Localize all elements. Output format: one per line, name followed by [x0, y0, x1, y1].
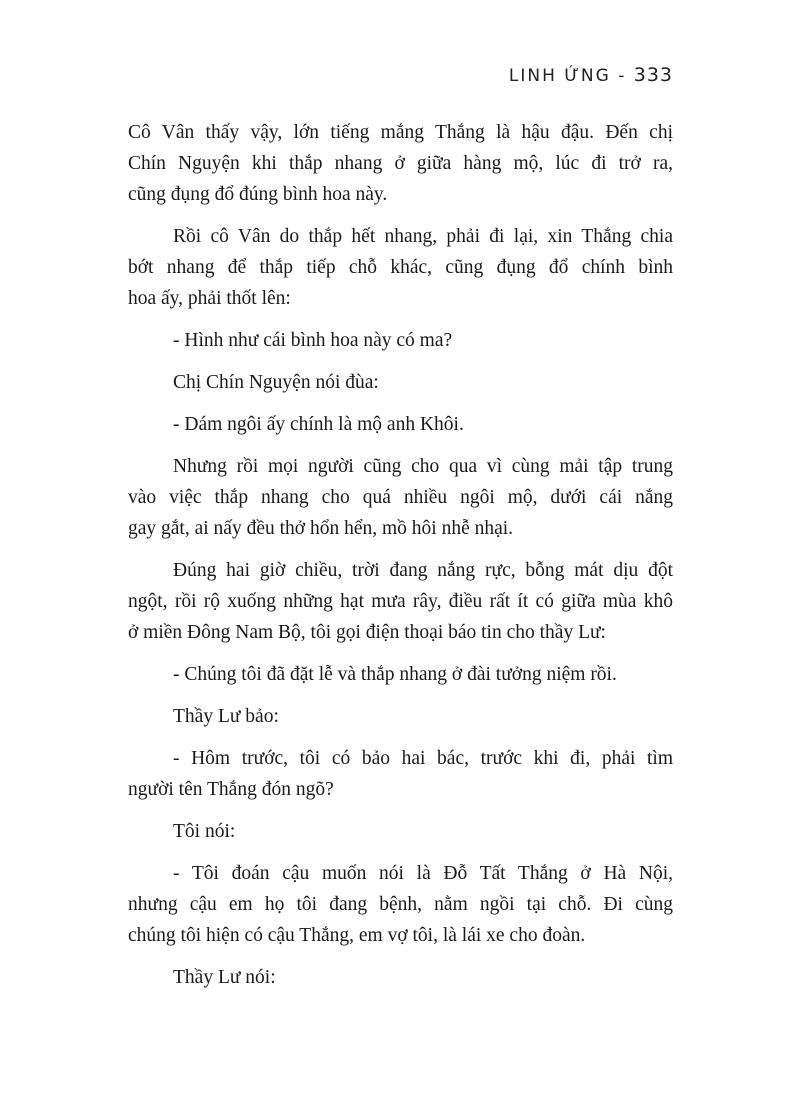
- text-line: ở miền Đông Nam Bộ, tôi gọi điện thoại báo tin cho thầy Lư:: [128, 622, 606, 643]
- text-line: nhưng cậu em họ tôi đang bệnh, nằm ngồi tại chỗ. Đi cùng: [128, 894, 673, 915]
- paragraph: [128, 325, 673, 356]
- text-line: Thầy Lư nói:: [173, 967, 276, 988]
- text-line: Thầy Lư bảo:: [173, 706, 279, 727]
- text-line: Chín Nguyện khi thắp nhang ở giữa hàng mộ, lúc đi trở ra,: [128, 153, 673, 174]
- text-line: hoa ấy, phải thốt lên:: [128, 288, 291, 309]
- text-line: - Hình như cái bình hoa này có ma?: [173, 330, 453, 351]
- paragraph: [128, 451, 673, 544]
- text-line: gay gắt, ai nấy đều thở hổn hển, mồ hôi nhễ nhại.: [128, 518, 514, 539]
- text-line: - Chúng tôi đã đặt lễ và thắp nhang ở đài tưởng niệm rồi.: [173, 664, 617, 685]
- text-line: Chị Chín Nguyện nói đùa:: [173, 372, 379, 393]
- text-line: người tên Thắng đón ngõ?: [128, 779, 334, 800]
- text-line: ngột, rồi rộ xuống những hạt mưa rây, điều rất ít có giữa mùa khô: [128, 591, 673, 612]
- paragraph: [128, 816, 673, 847]
- paragraph: [128, 367, 673, 398]
- paragraph: [128, 743, 673, 805]
- text-line: Cô Vân thấy vậy, lớn tiếng mắng Thắng là hậu đậu. Đến chị: [128, 122, 673, 143]
- page-body: [128, 117, 673, 1004]
- paragraph: [128, 117, 673, 210]
- text-line: Rồi cô Vân do thắp hết nhang, phải đi lại, xin Thắng chia: [173, 226, 673, 247]
- text-line: vào việc thắp nhang cho quá nhiều ngôi mộ, dưới cái nắng: [128, 487, 673, 508]
- paragraph: [128, 409, 673, 440]
- paragraph: [128, 659, 673, 690]
- running-header: [509, 64, 673, 86]
- text-line: bớt nhang để thắp tiếp chỗ khác, cũng đụng đổ chính bình: [128, 257, 673, 278]
- text-line: Đúng hai giờ chiều, trời đang nắng rực, bỗng mát dịu đột: [173, 560, 673, 581]
- paragraph: [128, 221, 673, 314]
- text-line: - Tôi đoán cậu muốn nói là Đỗ Tất Thắng ở Hà Nội,: [173, 863, 673, 884]
- text-line: cũng đụng đổ đúng bình hoa này.: [128, 184, 388, 205]
- paragraph: [128, 555, 673, 648]
- text-line: - Hôm trước, tôi có bảo hai bác, trước khi đi, phải tìm: [173, 748, 673, 769]
- text-line: Tôi nói:: [173, 821, 236, 842]
- paragraph: [128, 962, 673, 993]
- text-line: chúng tôi hiện có cậu Thắng, em vợ tôi, là lái xe cho đoàn.: [128, 925, 586, 946]
- text-line: - Dám ngôi ấy chính là mộ anh Khôi.: [173, 414, 464, 435]
- page-number: 333: [633, 64, 673, 86]
- paragraph: [128, 858, 673, 951]
- text-line: Nhưng rồi mọi người cũng cho qua vì cùng mải tập trung: [173, 456, 673, 477]
- paragraph: [128, 701, 673, 732]
- book-title: LINH ỨNG -: [508, 66, 627, 86]
